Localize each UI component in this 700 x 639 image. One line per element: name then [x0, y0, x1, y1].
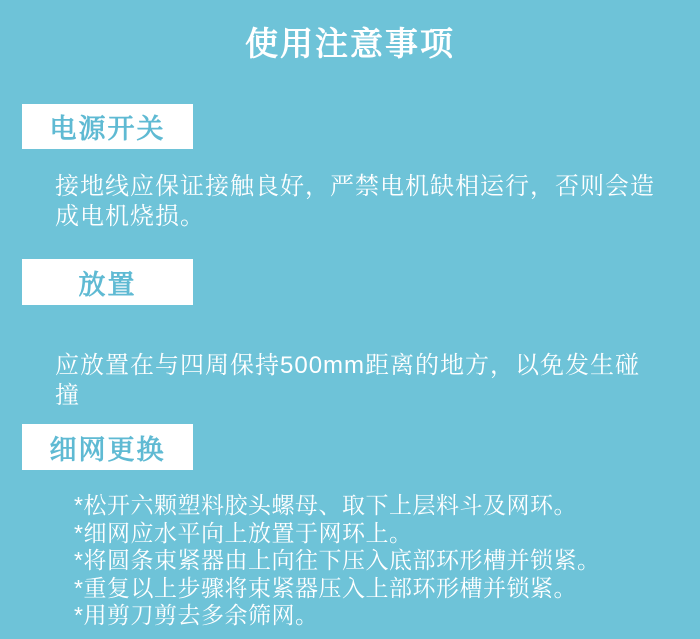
section-label-power-switch-text: 电源开关: [49, 114, 166, 144]
section-label-mesh-replacement: [22, 424, 193, 470]
section-label-placement: [22, 259, 193, 305]
step-line: *用剪刀剪去多余筛网。: [74, 602, 319, 628]
mesh-replacement-steps: [74, 492, 674, 630]
step-line: *细网应水平向上放置于网环上。: [74, 519, 413, 546]
step-line: *重复以上步骤将束紧器压入上部环形槽并锁紧。: [74, 574, 577, 601]
section-body-power-switch: 接地线应保证接触良好，严禁电机缺相运行，否则会造成电机烧损。: [55, 173, 655, 230]
step-line: *松开六颗塑料胶头螺母、取下上层料斗及网环。: [74, 492, 577, 518]
step-line: *将圆条束紧器由上向往下压入底部环形槽并锁紧。: [74, 547, 601, 573]
page-title: 使用注意事项: [245, 25, 455, 62]
section-label-power-switch: [22, 104, 193, 149]
section-label-placement-text: 放置: [78, 269, 137, 300]
section-label-mesh-replacement-text: 细网更换: [49, 434, 166, 465]
section-body-placement: 应放置在与四周保持500mm距离的地方，以免发生碰撞: [55, 352, 641, 409]
